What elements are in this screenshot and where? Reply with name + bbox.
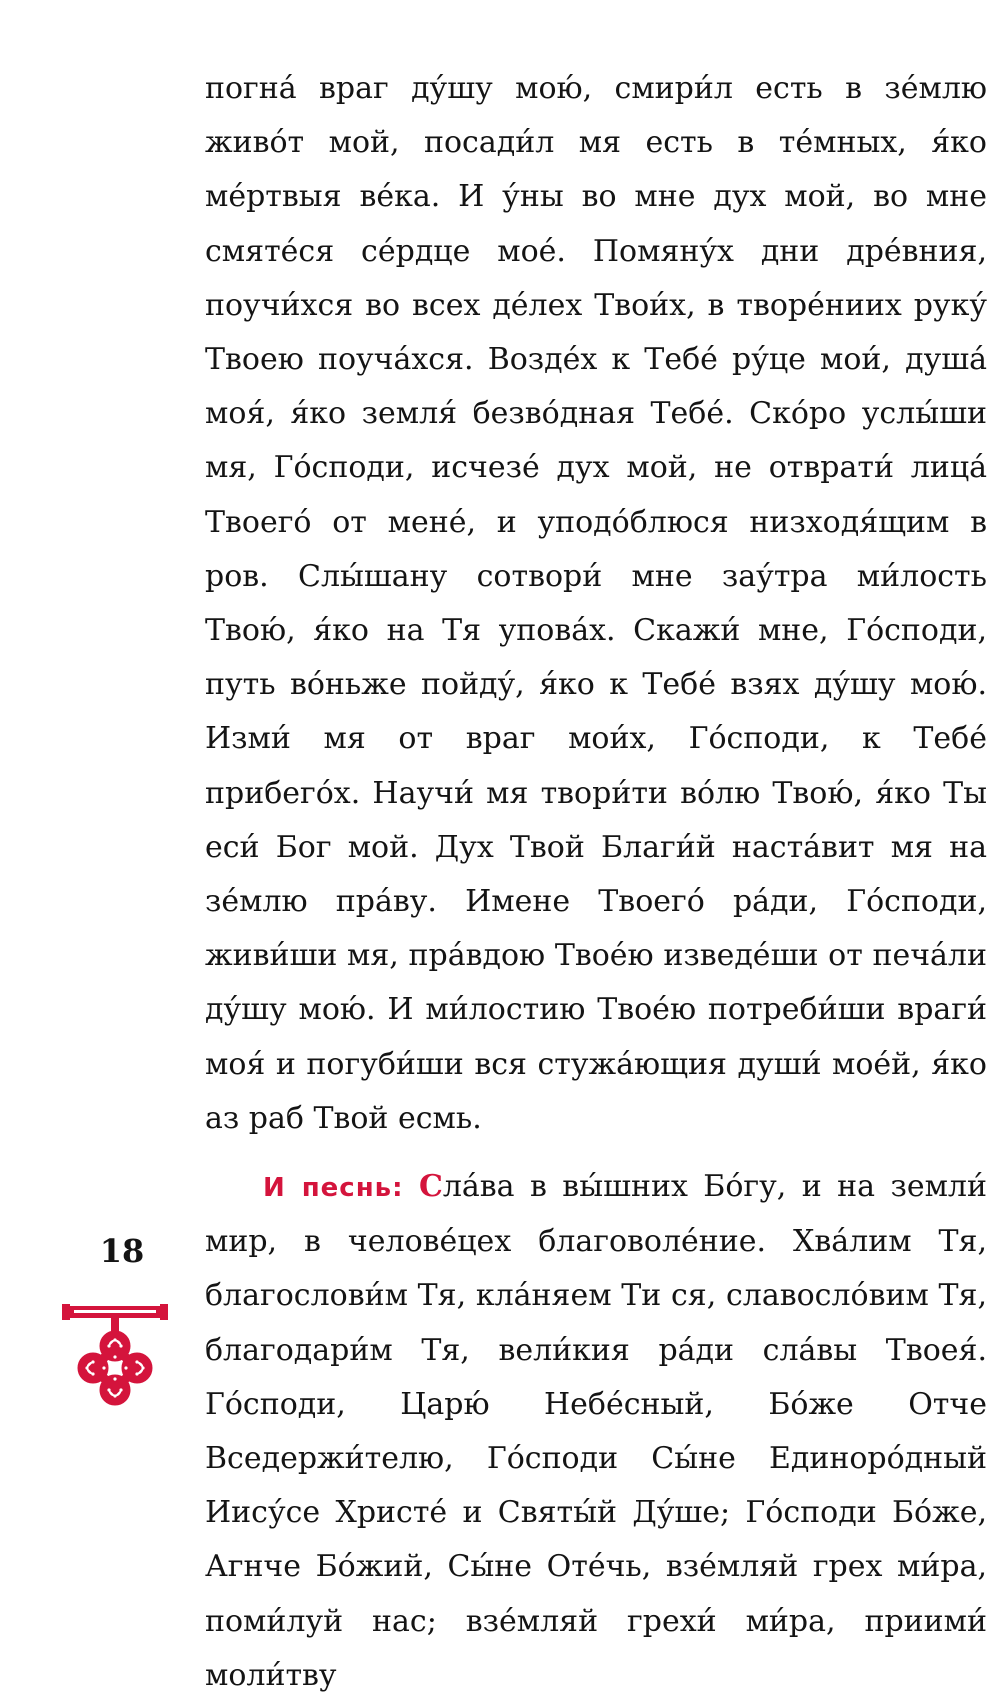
doxology-text: ла́ва в вы́шних Бо́гу, и на земли́ мир, в челове́цех благоволе́ние. Хва́лим Тя, благослови́м Тя, кла́няем Ти ся, славосло́вим Тя, благодари́м Тя, вели́кия ра́ди сла́вы Твоея́. Го́споди, Царю́ Небе́сный, Бо́же Отче Вседержи́телю, Го́споди Сы́не Единоро́дный Иису́се Христе́ и Святы́й Ду́ше; Го́споди Бо́же, Агнче Бо́жий, Сы́не Оте́чь, взе́мляй грех ми́ра, поми́луй нас; взе́мляй грехи́ ми́ра, приими́ моли́тву xyxy=(205,1169,987,1693)
page-number: 18 xyxy=(99,1232,145,1270)
knot-ornament-icon xyxy=(60,1300,170,1410)
main-text xyxy=(205,62,987,1703)
paragraph-doxology xyxy=(205,1160,987,1703)
drop-initial: С xyxy=(418,1169,443,1205)
paragraph-psalm: погна́ враг ду́шу мою́, смири́л есть в зе́млю живо́т мой, посади́л мя есть в те́мных, я́ко ме́ртвыя ве́ка. И у́ны во мне дух мой, во мне смяте́ся се́рдце мое́. Помяну́х дни дре́вния, поучи́хся во всех де́лех Твои́х, в творе́ниих руку́ Твоею поуча́хся. Возде́х к Тебе́ ру́це мои́, душа́ моя́, я́ко земля́ безво́дная Тебе́. Ско́ро услы́ши мя, Го́споди, исчезе́ дух мой, не отврати́ лица́ Твоего́ от мене́, и уподо́блюся низходя́щим в ров. Слы́шану сотвори́ мне зау́тра ми́лость Твою́, я́ко на Тя упова́х. Скажи́ мне, Го́споди, путь во́ньже пойду́, я́ко к Тебе́ взях ду́шу мою́. Изми́ мя от враг мои́х, Го́споди, к Тебе́ прибего́х. Научи́ мя твори́ти во́лю Твою́, я́ко Ты еси́ Бог мой. Дух Твой Благи́й наста́вит мя на зе́млю пра́ву. Имене Твоего́ ра́ди, Го́споди, живи́ши мя, пра́вдою Твое́ю изведе́ши от печа́ли ду́шу мою́. И ми́лостию Твое́ю потреби́ши враги́ моя́ и погуби́ши вся стужа́ющия души́ мое́й, я́ко аз раб Твой есмь. xyxy=(205,71,987,1136)
rubric-label: И песнь: xyxy=(263,1173,404,1204)
